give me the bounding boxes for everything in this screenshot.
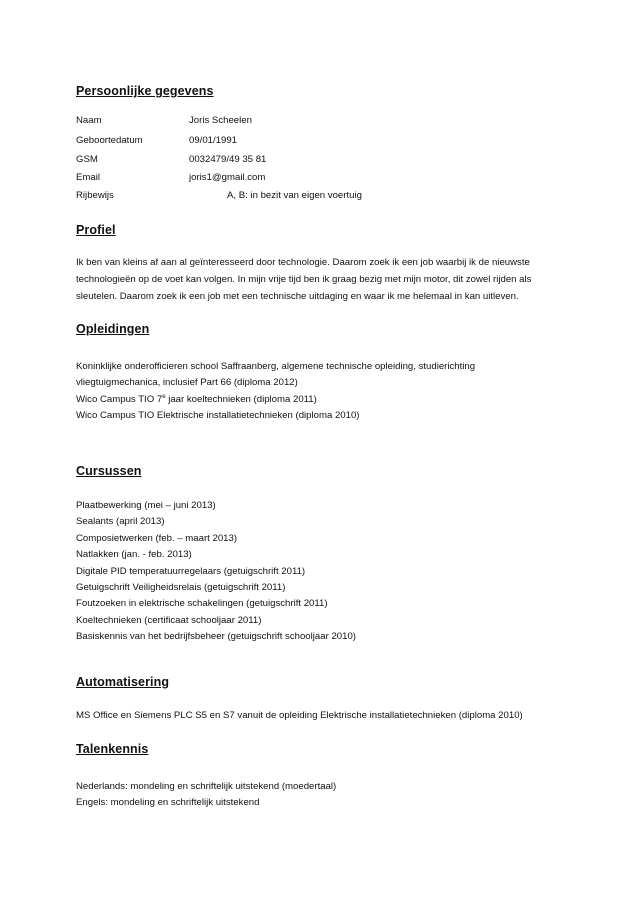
section-heading-automation: Automatisering [76, 675, 170, 689]
phone-label: GSM [76, 154, 98, 165]
section-heading-education: Opleidingen [76, 322, 150, 336]
email-label: Email [76, 172, 100, 183]
list-item: Foutzoeken in elektrische schakelingen (getuigschrift 2011) [76, 598, 328, 610]
education-line: vliegtuigmechanica, inclusief Part 66 (diploma 2012) [76, 377, 298, 389]
personal-row-license [76, 190, 576, 202]
section-heading-languages: Talenkennis [76, 742, 149, 756]
list-item: Getuigschrift Veiligheidsrelais (getuigschrift 2011) [76, 582, 286, 594]
name-value: Joris Scheelen [189, 115, 252, 126]
list-item: Koeltechnieken (certificaat schooljaar 2011) [76, 614, 262, 626]
personal-row-name [76, 115, 576, 127]
personal-row-birthdate [76, 135, 576, 147]
license-label: Rijbewijs [76, 190, 114, 201]
list-item: Plaatbewerking (mei – juni 2013) [76, 500, 216, 511]
education-line: Koninklijke onderofficieren school Saffraanberg, algemene technische opleiding, studierichting [76, 361, 476, 372]
list-item: Sealants (april 2013) [76, 516, 165, 528]
education-line: Wico Campus TIO Elektrische installatietechnieken (diploma 2010) [76, 410, 360, 422]
email-value: joris1@gmail.com [189, 172, 266, 183]
languages-list [76, 779, 336, 812]
list-item: Basiskennis van het bedrijfsbeheer (getuigschrift schooljaar 2010) [76, 631, 356, 643]
profile-text [76, 254, 566, 306]
list-item: Engels: mondeling en schriftelijk uitstekend [76, 797, 260, 809]
list-item: Natlakken (jan. - feb. 2013) [76, 549, 192, 561]
list-item: Composietwerken (feb. – maart 2013) [76, 532, 238, 544]
list-item: Digitale PID temperatuurregelaars (getuigschrift 2011) [76, 565, 306, 577]
personal-row-email [76, 172, 576, 184]
section-heading-profile: Profiel [76, 223, 116, 237]
automation-text: MS Office en Siemens PLC S5 en S7 vanuit de opleiding Elektrische installatietechnieken (diploma 2010) [76, 710, 523, 721]
birthdate-label: Geboortedatum [76, 135, 143, 146]
birthdate-value: 09/01/1991 [189, 135, 238, 146]
phone-value: 0032479/49 35 81 [189, 154, 267, 165]
license-value: A, B: in bezit van eigen voertuig [227, 190, 362, 201]
education-text [76, 359, 566, 425]
section-heading-courses: Cursussen [76, 464, 142, 478]
profile-line: sleutelen. Daarom zoek ik een job met een technische uitdaging en waar ik me helemaal in kan uitleven. [76, 291, 519, 303]
courses-list [76, 498, 356, 646]
list-item: Nederlands: mondeling en schriftelijk uitstekend (moedertaal) [76, 781, 337, 792]
profile-line: technologieën op de voet kan volgen. In mijn vrije tijd ben ik graag bezig met mijn motor, dit zowel rijden als [76, 274, 532, 286]
personal-row-phone [76, 154, 576, 166]
education-line-tio: Wico Campus TIO 7e jaar koeltechnieken (diploma 2011) [76, 393, 317, 405]
profile-line: Ik ben van kleins af aan al geïnteresseerd door technologie. Daarom zoek ik een job waarbij ik de nieuwste [76, 257, 530, 268]
name-label: Naam [76, 115, 102, 126]
section-heading-personal: Persoonlijke gegevens [76, 84, 214, 98]
